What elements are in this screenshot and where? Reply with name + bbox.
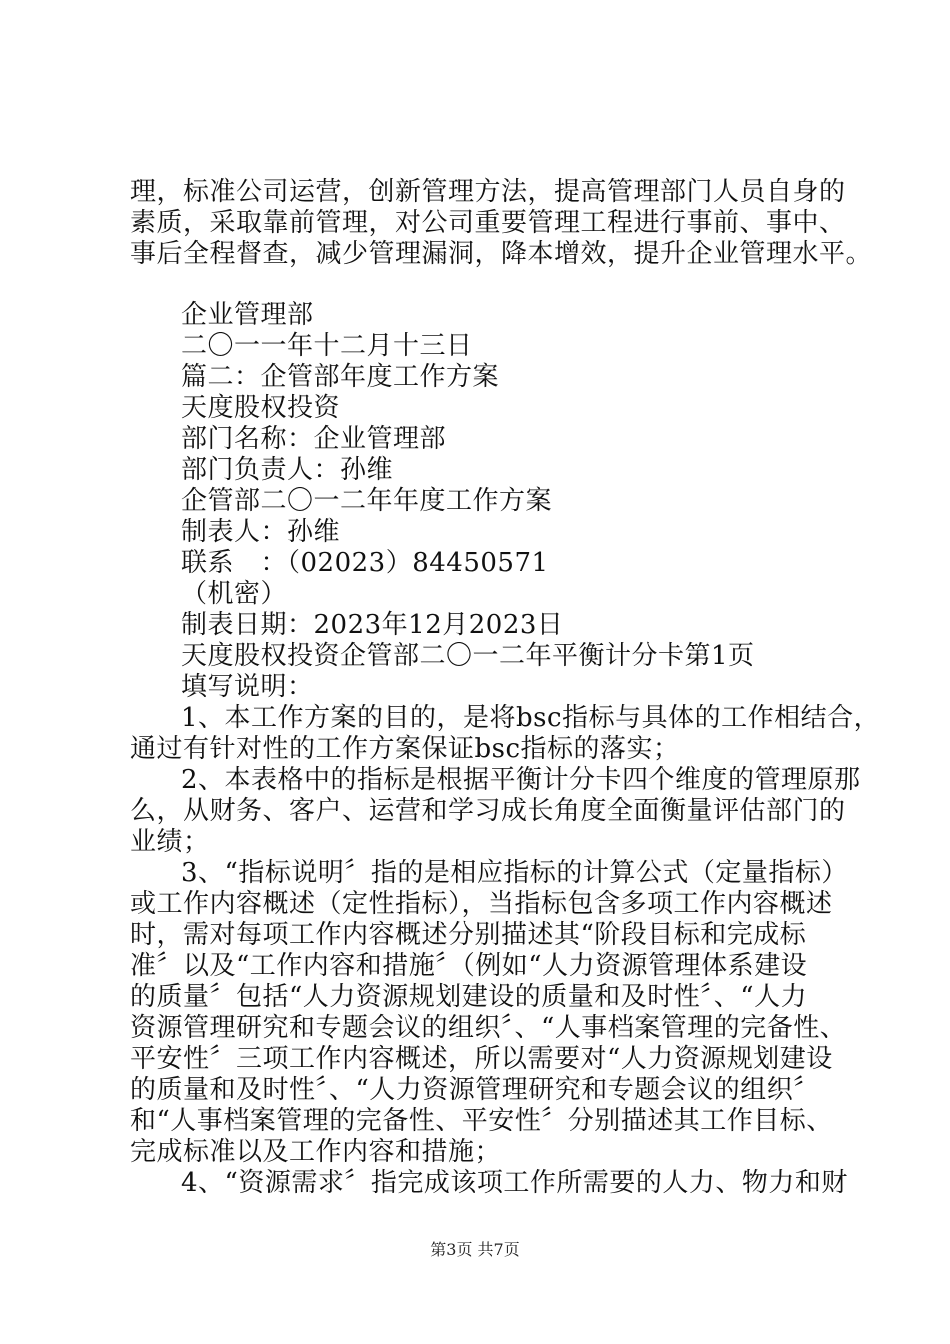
instructions-title: 填写说明： xyxy=(181,672,314,702)
instruction-line-8: 时，需对每项工作内容概述分别描述其“阶段目标和完成标 xyxy=(130,920,807,950)
instruction-line-14: 和“人事档案管理的完备性、平安性〞分别描述其工作目标、 xyxy=(130,1106,833,1136)
contact-phone: 联系 ：（02023）84450571 xyxy=(181,548,549,578)
instruction-line-6: 3、“指标说明〞指的是相应指标的计算公式（定量指标） xyxy=(181,858,848,888)
instruction-line-15: 完成标准以及工作内容和措施； xyxy=(130,1137,502,1167)
department-head: 部门负责人：孙维 xyxy=(181,455,394,485)
instruction-line-10: 的质量〞包括“人力资源规划建设的质量和及时性〞、“人力 xyxy=(130,982,808,1012)
instruction-line-12: 平安性〞三项工作内容概述，所以需要对“人力资源规划建设 xyxy=(130,1044,833,1074)
signature-date: 二〇一一年十二月十三日 xyxy=(181,331,473,361)
signature-department: 企业管理部 xyxy=(181,300,314,330)
section-title: 篇二：企管部年度工作方案 xyxy=(181,362,500,392)
instruction-line-4: 么，从财务、客户、运营和学习成长角度全面衡量评估部门的 xyxy=(130,796,846,826)
instruction-line-7: 或工作内容概述（定性指标），当指标包含多项工作内容概述 xyxy=(130,889,833,919)
instruction-line-1: 1、本工作方案的目的，是将bsc指标与具体的工作相结合， xyxy=(181,703,881,733)
department-name: 部门名称：企业管理部 xyxy=(181,424,447,454)
intro-line-1: 理，标准公司运营，创新管理方法，提高管理部门人员自身的 xyxy=(130,177,846,207)
instruction-line-9: 准〞以及“工作内容和措施〞（例如“人力资源管理体系建设 xyxy=(130,951,808,981)
scorecard-page-title: 天度股权投资企管部二〇一二年平衡计分卡第1页 xyxy=(181,641,755,671)
instruction-line-2: 通过有针对性的工作方案保证bsc指标的落实； xyxy=(130,734,680,764)
preparer: 制表人：孙维 xyxy=(181,517,341,547)
confidential-mark: （机密） xyxy=(181,579,288,609)
instruction-line-5: 业绩； xyxy=(130,827,210,857)
plan-title: 企管部二〇一二年年度工作方案 xyxy=(181,486,553,516)
instruction-line-13: 的质量和及时性〞、“人力资源管理研究和专题会议的组织〞 xyxy=(130,1075,820,1105)
company-name: 天度股权投资 xyxy=(181,393,341,423)
instruction-line-16: 4、“资源需求〞指完成该项工作所需要的人力、物力和财 xyxy=(181,1168,848,1198)
instruction-line-3: 2、本表格中的指标是根据平衡计分卡四个维度的管理原那 xyxy=(181,765,861,795)
intro-line-3: 事后全程督查，减少管理漏洞，降本增效，提升企业管理水平。 xyxy=(130,239,873,269)
preparation-date: 制表日期：2023年12月2023日 xyxy=(181,610,564,640)
intro-line-2: 素质，采取靠前管理，对公司重要管理工程进行事前、事中、 xyxy=(130,208,846,238)
instruction-line-11: 资源管理研究和专题会议的组织〞、“人事档案管理的完备性、 xyxy=(130,1013,847,1043)
page-footer: 第3页 共7页 xyxy=(430,1240,520,1259)
